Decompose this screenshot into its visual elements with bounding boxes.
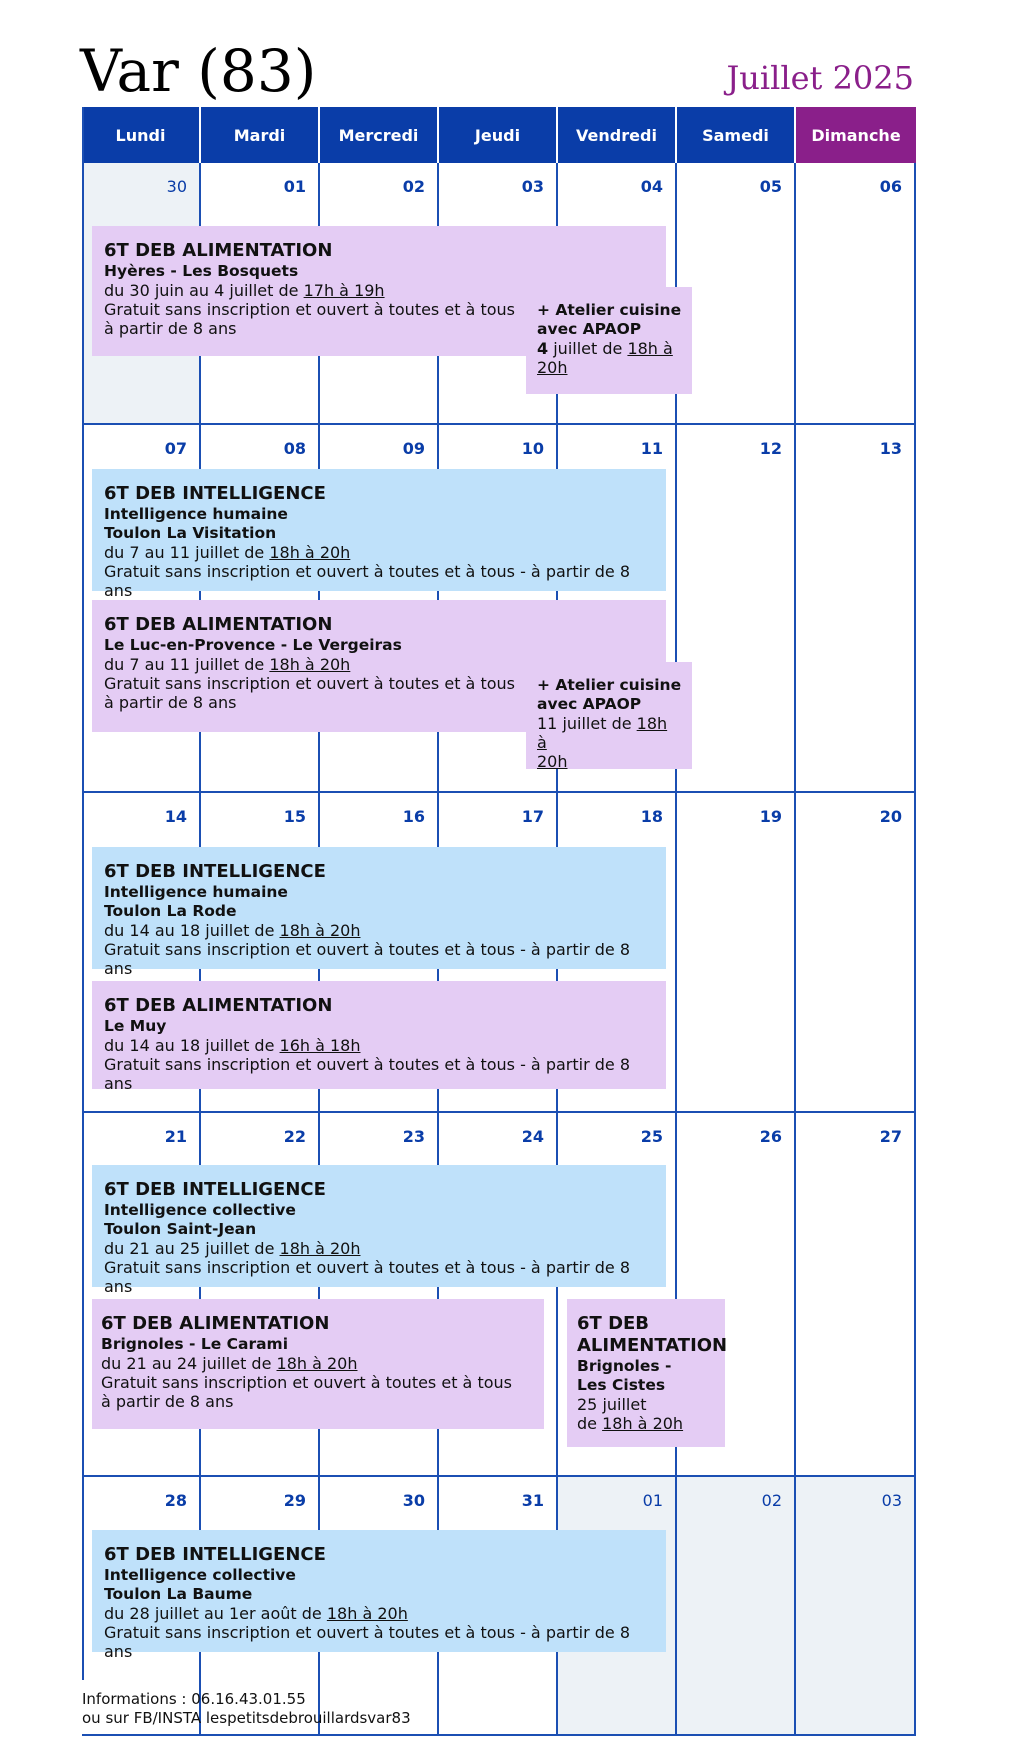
event-place: Toulon Saint-Jean [104,1220,257,1238]
event-title: 6T DEB INTELLIGENCE [104,861,326,882]
event-place: Brignoles - Le Carami [101,1335,289,1353]
weekday-header-6: Dimanche [796,107,916,163]
event-dates [104,1036,654,1055]
event-info-age: à partir de 8 ans [104,319,237,338]
weekday-header-5: Samedi [677,107,796,163]
day-number: 30 [402,1491,425,1510]
event-hours: 18h à 20h [602,1414,684,1433]
event-place: Le Luc-en-Provence - Le Vergeiras [104,636,402,654]
extra-day: 4 [537,339,549,358]
day-cell[interactable] [796,425,916,793]
event-hours: 18h à 20h [269,655,351,674]
calendar [82,107,916,1680]
weekday-header-0: Lundi [82,107,201,163]
day-number: 04 [640,177,663,196]
event-title-2: ALIMENTATION [577,1335,728,1356]
day-number: 28 [164,1491,187,1510]
footer-phone: Informations : 06.16.43.01.55 [82,1690,306,1708]
event-place: Toulon La Baume [104,1585,253,1603]
event-place: Le Muy [104,1017,167,1035]
extra-hours-2: 20h [537,358,568,377]
event-info-age: à partir de 8 ans [104,693,237,712]
event-dates [577,1414,713,1433]
day-cell[interactable] [677,1477,796,1736]
day-number: 29 [283,1491,306,1510]
event-subtitle: Intelligence collective [104,1201,296,1219]
extra-date-text: juillet de [548,339,628,358]
event-hours: 16h à 18h [279,1036,361,1055]
day-cell[interactable] [796,163,916,425]
event-title: 6T DEB INTELLIGENCE [104,483,326,504]
event-info: Gratuit sans inscription et ouvert à toutes et à tous [104,674,515,693]
event-dates-text: du 30 juin au 4 juillet de [104,281,304,300]
event-place-2: Les Cistes [577,1376,666,1394]
event-info: Gratuit sans inscription et ouvert à toutes et à tous - à partir de 8 ans [104,1623,631,1661]
event-title: 6T DEB ALIMENTATION [104,995,333,1016]
event-intelligence-saint-jean[interactable] [92,1165,666,1296]
day-number: 19 [759,807,782,826]
day-number: 02 [402,177,425,196]
day-cell[interactable] [796,793,916,1113]
event-intelligence-visitation[interactable] [92,469,666,600]
event-info: Gratuit sans inscription et ouvert à toutes et à tous [104,300,515,319]
extra-date-text: 11 juillet de [537,714,637,733]
day-number: 05 [759,177,782,196]
event-info: Gratuit sans inscription et ouvert à toutes et à tous - à partir de 8 ans [104,562,631,600]
day-number: 27 [879,1127,902,1146]
extra-hours-2: 20h [537,752,568,771]
day-number: 14 [164,807,187,826]
event-dates [104,1239,654,1258]
event-dates [104,543,654,562]
event-hours: 18h à 20h [279,921,361,940]
event-atelier-cuisine-11[interactable] [526,662,692,769]
day-number: 23 [402,1127,425,1146]
event-info: Gratuit sans inscription et ouvert à toutes et à tous [101,1373,512,1392]
event-dates-text: du 7 au 11 juillet de [104,543,270,562]
event-hours: 17h à 19h [303,281,385,300]
event-dates-text: du 28 juillet au 1er août de [104,1604,327,1623]
day-number: 11 [640,439,663,458]
day-number: 17 [521,807,544,826]
event-dates [101,1354,532,1373]
event-alimentation-muy[interactable] [92,981,666,1093]
day-number: 01 [642,1491,663,1510]
event-dates-text: du 7 au 11 juillet de [104,655,270,674]
extra-title: + Atelier cuisine [537,676,682,694]
day-number: 10 [521,439,544,458]
event-alimentation-carami[interactable] [92,1299,544,1429]
day-number: 02 [761,1491,782,1510]
event-dates-text: du 14 au 18 juillet de [104,921,280,940]
day-number: 18 [640,807,663,826]
event-info: Gratuit sans inscription et ouvert à toutes et à tous - à partir de 8 ans [104,1055,631,1093]
event-title: 6T DEB ALIMENTATION [101,1313,330,1334]
event-title: 6T DEB [577,1313,650,1334]
day-number: 12 [759,439,782,458]
event-alimentation-cistes[interactable] [567,1299,728,1447]
event-info-age: à partir de 8 ans [101,1392,234,1411]
event-hours: 18h à 20h [269,543,351,562]
event-dates-text: du 21 au 24 juillet de [101,1354,277,1373]
day-number: 01 [283,177,306,196]
day-number: 25 [640,1127,663,1146]
day-number: 07 [164,439,187,458]
extra-title-2: avec APAOP [537,695,642,713]
event-hours: 18h à 20h [279,1239,361,1258]
extra-hours: 18h à [537,714,668,752]
event-title: 6T DEB INTELLIGENCE [104,1544,326,1565]
day-number: 03 [881,1491,902,1510]
page-title: Var (83) [80,37,317,105]
day-number: 26 [759,1127,782,1146]
weekday-header-4: Vendredi [558,107,677,163]
extra-date [537,714,682,752]
footer [82,1690,411,1728]
day-cell[interactable] [677,793,796,1113]
day-cell[interactable] [677,163,796,425]
event-title: 6T DEB ALIMENTATION [104,240,333,261]
event-place: Toulon La Visitation [104,524,277,542]
event-hours: 18h à 20h [326,1604,408,1623]
extra-title: + Atelier cuisine [537,301,682,319]
event-place: Toulon La Rode [104,902,237,920]
event-title: 6T DEB INTELLIGENCE [104,1179,326,1200]
extra-date [537,339,682,358]
event-title: 6T DEB ALIMENTATION [104,614,333,635]
day-number: 03 [521,177,544,196]
day-number: 06 [879,177,902,196]
month-title: Juillet 2025 [726,59,914,97]
event-subtitle: Intelligence collective [104,1566,296,1584]
event-dates [104,921,654,940]
day-number: 30 [166,177,187,196]
day-number: 09 [402,439,425,458]
event-intelligence-rode[interactable] [92,847,666,978]
event-info: Gratuit sans inscription et ouvert à toutes et à tous - à partir de 8 ans [104,940,631,978]
day-number: 16 [402,807,425,826]
event-atelier-cuisine-4[interactable] [526,287,692,394]
event-dates [104,1604,654,1623]
extra-title-2: avec APAOP [537,320,642,338]
event-subtitle: Intelligence humaine [104,883,288,901]
event-dates-text: de [577,1414,603,1433]
day-number: 15 [283,807,306,826]
day-number: 24 [521,1127,544,1146]
event-dates-text: du 14 au 18 juillet de [104,1036,280,1055]
day-cell[interactable] [796,1477,916,1736]
event-dates-text: du 21 au 25 juillet de [104,1239,280,1258]
event-place: Hyères - Les Bosquets [104,262,299,280]
weekday-header-3: Jeudi [439,107,558,163]
weekday-header-2: Mercredi [320,107,439,163]
weekday-header-1: Mardi [201,107,320,163]
event-subtitle: Intelligence humaine [104,505,288,523]
day-cell[interactable] [796,1113,916,1477]
footer-social: ou sur FB/INSTA lespetitsdebrouillardsvar83 [82,1709,411,1727]
extra-hours: 18h à [627,339,673,358]
day-number: 22 [283,1127,306,1146]
day-number: 08 [283,439,306,458]
day-number: 31 [521,1491,544,1510]
day-number: 13 [879,439,902,458]
event-info: Gratuit sans inscription et ouvert à toutes et à tous - à partir de 8 ans [104,1258,631,1296]
event-intelligence-baume[interactable] [92,1530,666,1661]
day-number: 20 [879,807,902,826]
event-place: Brignoles - [577,1357,672,1375]
day-number: 21 [164,1127,187,1146]
event-hours: 18h à 20h [276,1354,358,1373]
day-cell[interactable] [677,425,796,793]
event-date: 25 juillet [577,1395,647,1414]
